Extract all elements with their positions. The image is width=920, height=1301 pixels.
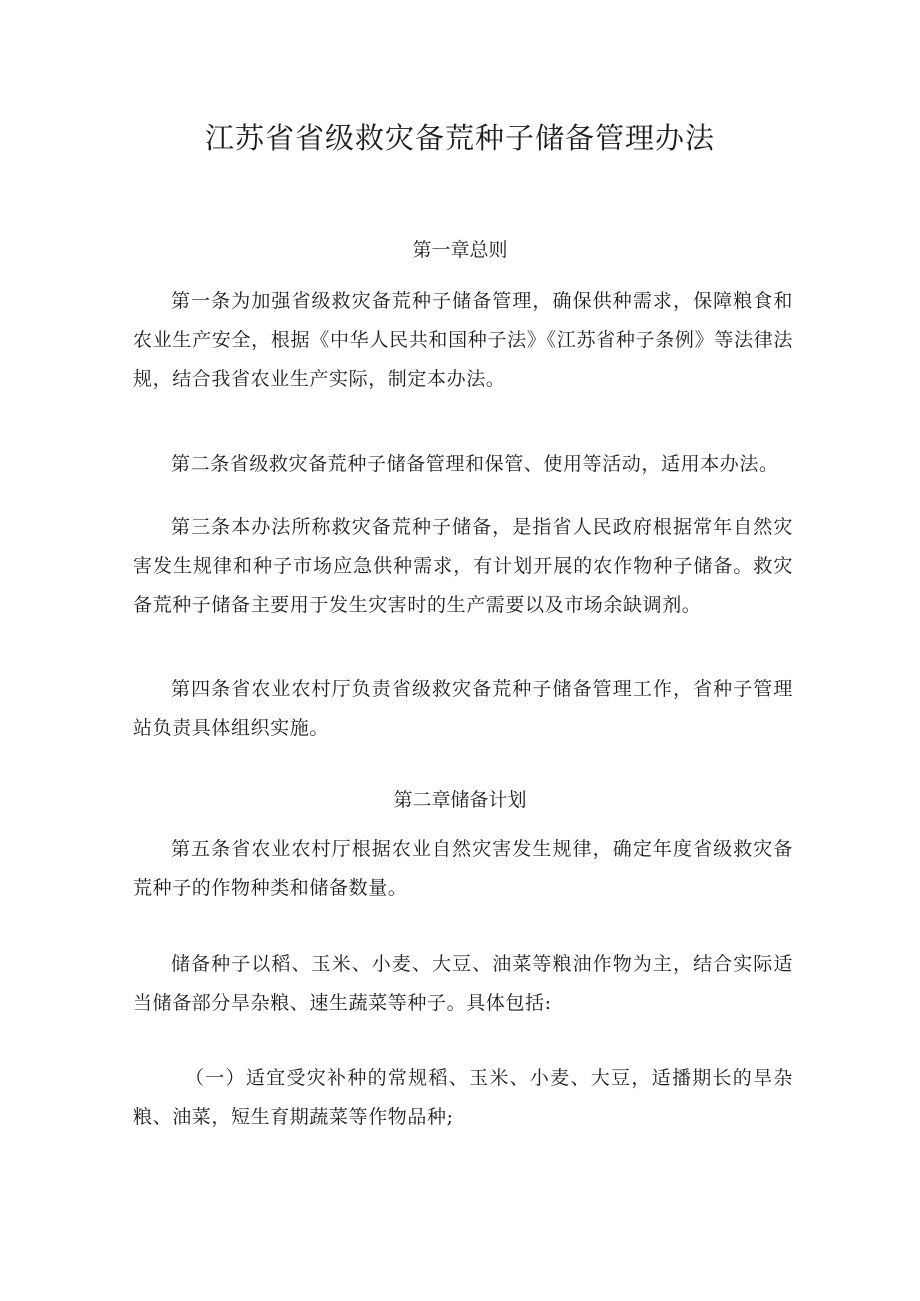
article-2-paragraph: 第二条省级救灾备荒种子储备管理和保管、使用等活动，适用本办法。 — [171, 453, 779, 475]
article-3-paragraph: 第三条本办法所称救灾备荒种子储备，是指省人民政府根据常年自然灾害发生规律和种子市场应急供种需求，有计划开展的农作物种子储备。救灾备荒种子储备主要用于发生灾害时的生产需要以及市场余缺调剂。 — [133, 516, 793, 616]
article-4-paragraph: 第四条省农业农村厅负责省级救灾备荒种子储备管理工作，省种子管理站负责具体组织实施。 — [133, 678, 793, 739]
reserve-crops-paragraph: 储备种子以稻、玉米、小麦、大豆、油菜等粮油作物为主，结合实际适当储备部分旱杂粮、速生蔬菜等种子。具体包括: — [133, 953, 793, 1014]
item-1-paragraph: （一）适宜受灾补种的常规稻、玉米、小麦、大豆，适播期长的旱杂粮、油菜，短生育期蔬菜等作物品种; — [133, 1067, 793, 1128]
document-title: 江苏省省级救灾备荒种子储备管理办法 — [204, 121, 715, 155]
article-1-paragraph: 第一条为加强省级救灾备荒种子储备管理，确保供种需求，保障粮食和农业生产安全，根据《中华人民共和国种子法》《江苏省种子条例》等法律法规，结合我省农业生产实际，制定本办法。 — [133, 290, 793, 390]
article-5-paragraph: 第五条省农业农村厅根据农业自然灾害发生规律，确定年度省级救灾备荒种子的作物种类和储备数量。 — [133, 838, 793, 899]
chapter-heading-2: 第二章储备计划 — [393, 789, 527, 811]
chapter-heading-1: 第一章总则 — [412, 239, 508, 261]
